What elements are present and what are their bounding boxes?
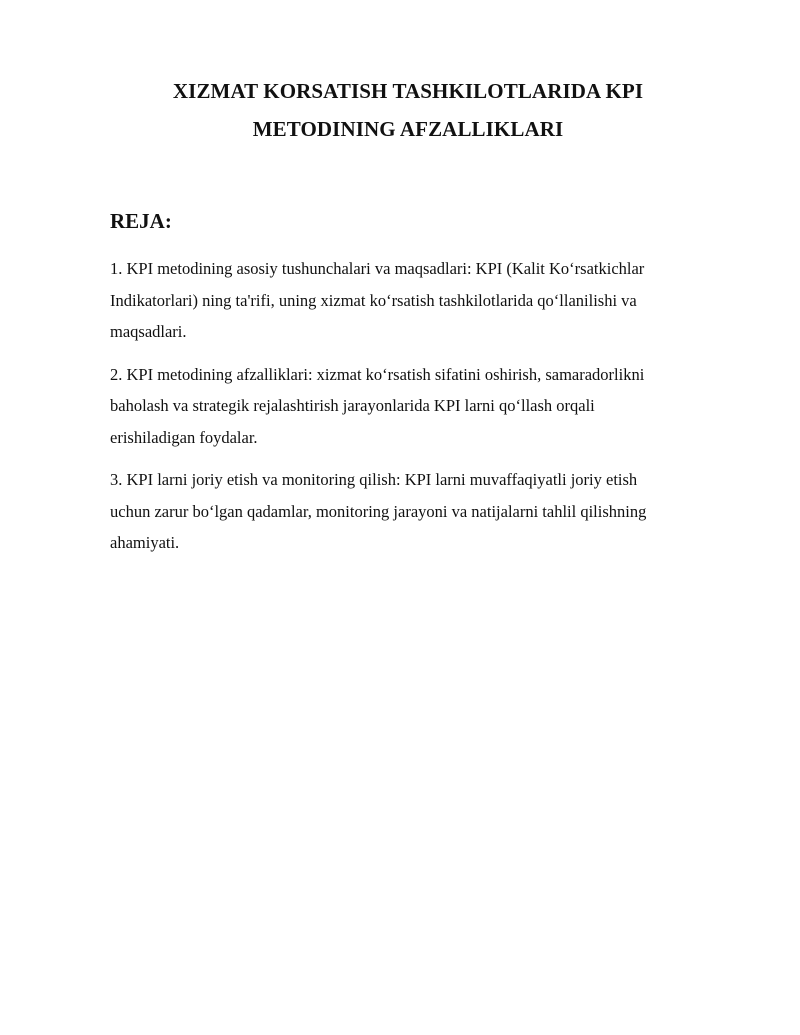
plan-item-1-line-1: 1. KPI metodining asosiy tushunchalari va maqsadlari: KPI (Kalit Ko‘rsatkichlar bbox=[110, 259, 645, 278]
plan-list bbox=[110, 253, 710, 570]
plan-item-1 bbox=[110, 253, 710, 348]
document-title bbox=[110, 72, 706, 148]
plan-item-2-line-1: 2. KPI metodining afzalliklari: xizmat ko‘rsatish sifatini oshirish, samaradorlikni bbox=[110, 364, 645, 384]
plan-heading: REJA: bbox=[110, 209, 172, 233]
plan-item-1-line-3: maqsadlari. bbox=[110, 322, 187, 341]
document-title-line-2: METODINING AFZALLIKLARI bbox=[252, 117, 564, 141]
plan-item-3-line-2: uchun zarur bo‘lgan qadamlar, monitoring jarayoni va natijalarni tahlil qilishning bbox=[110, 501, 647, 521]
plan-item-2-line-3: erishiladigan foydalar. bbox=[110, 427, 258, 447]
plan-item-2 bbox=[110, 359, 710, 454]
document-title-line-1: XIZMAT KORSATISH TASHKILOTLARIDA KPI bbox=[172, 79, 644, 103]
plan-item-3 bbox=[110, 464, 710, 559]
plan-item-2-line-2: baholash va strategik rejalashtirish jarayonlarida KPI larni qo‘llash orqali bbox=[110, 396, 595, 415]
plan-item-3-line-1: 3. KPI larni joriy etish va monitoring qilish: KPI larni muvaffaqiyatli joriy etish bbox=[110, 470, 638, 489]
plan-item-3-line-3: ahamiyati. bbox=[110, 533, 180, 552]
plan-item-1-line-2: Indikatorlari) ning ta'rifi, uning xizmat ko‘rsatish tashkilotlarida qo‘llanilishi va bbox=[110, 290, 637, 310]
